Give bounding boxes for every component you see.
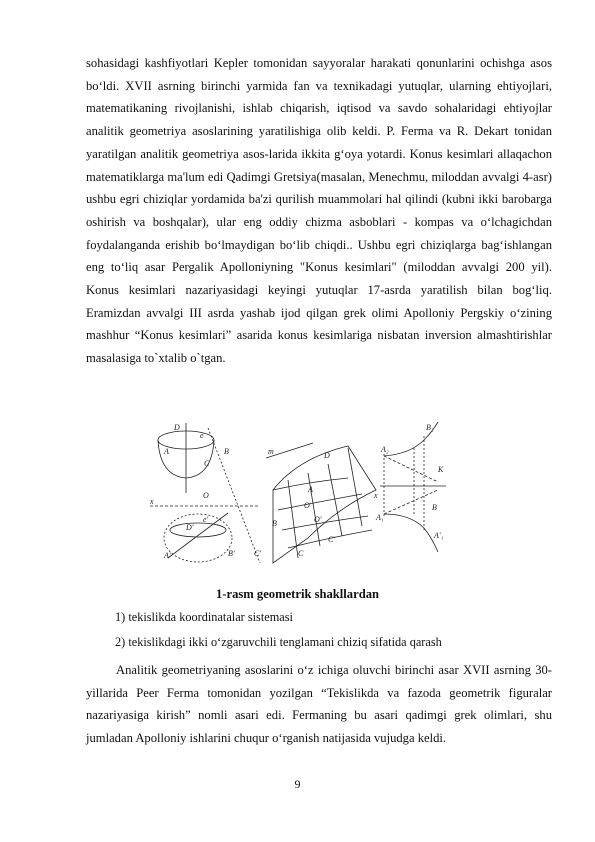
figure-label: A: [164, 447, 169, 456]
figure-label: x: [374, 491, 378, 500]
figure-label: B: [224, 447, 229, 456]
figure-label: x: [150, 497, 154, 506]
figure-label: C: [204, 459, 210, 468]
figure-label: e: [200, 431, 204, 440]
paragraph-intro: sohasidagi kashfiyotlari Kepler tomonidan sayyoralar harakati qonunlarini ochishga asos bo‘ldi. XVII asrning birinchi yarmida fan va texnikadagi yutuqlar, ularning ehtiyojlari, matematikaning rivojlanishi, ishlab chiqarish, iqtisod va savdo sohalaridagi ehtiyojlar analitik geometriya asoslarining yaratilishiga olib keldi. P. Ferma va R. Dekart tonidan yaratilgan analitik geometriya asos-larida ikkita g‘oya yotardi. Konus kesimlari allaqachon matematiklarga ma'lum edi Qadimgi Gretsiya(masalan, Menechmu, miloddan avvalgi 4-asr) ushbu egri chiziqlar yordamida ba'zi qurilish muammolari hal qilindi (kubni ikki barobarga oshirish va boshqalar), ular eng oddiy chizma asboblari - kompas va o‘lchagichdan foydalanganda erishib bo‘lmaydigan bo‘lib chiqdi.. Ushbu egri chiziqlarga bag‘ishlangan eng to‘liq asar Pergalik Apolloniyning "Konus kesimlari" (miloddan avvalgi 200 yil). Konus kesimlari nazariyasidagi keyingi yutuqlar 17-asrda yaratilish bilan bog‘liq. Eramizdan avvalgi III asrda yashab ijod qilgan grek olimi Apolloniy Pergskiy o‘zining mashhur “Konus kesimlari” asarida konus kesimlariga nisbatan inversion almashtirishlar masalasiga to`xtalib o`tgan.: [86, 56, 552, 366]
figure-label: A₁: [376, 513, 384, 522]
figure-label: C: [298, 549, 304, 558]
figure-label: K: [438, 465, 444, 474]
figure-label: O': [314, 515, 322, 524]
figure-label: B: [432, 503, 437, 512]
figure-label: C': [254, 549, 262, 558]
figure-label: A'₁: [434, 531, 444, 540]
figure-label: A': [164, 551, 171, 560]
figure-label: O: [304, 501, 310, 510]
figure-caption: 1-rasm geometrik shakllardan: [215, 587, 379, 601]
figure-label: B': [228, 549, 235, 558]
figure-left-labels: [149, 423, 261, 560]
figure-label: A₂: [381, 445, 389, 454]
page-number: 9: [294, 777, 301, 791]
figure-label: C': [328, 535, 336, 544]
label-left: D: [174, 423, 180, 432]
figure-middle: [266, 443, 376, 563]
figure-right-labels: [373, 423, 444, 540]
paragraph-fermat: [86, 659, 552, 750]
geometric-figures-illustration: [148, 418, 448, 570]
figure-label: e': [203, 515, 209, 524]
figure-label: O: [203, 491, 209, 500]
figure-label: D': [186, 523, 194, 532]
figure-label: B₂: [426, 423, 434, 432]
figure-label: D: [324, 451, 330, 460]
figure-label: m: [268, 447, 274, 456]
figure-label: A: [308, 485, 313, 494]
list-item-equation: 2) tekislikdagi ikki o‘zgaruvchili tenglamani chiziq sifatida qarash: [115, 635, 442, 649]
figure-label: B: [272, 519, 277, 528]
paragraph-fermat-text: Analitik geometriyaning asoslarini o‘z ichiga oluvchi birinchi asar XVII asrning 30-yillarida Peer Ferma tomonidan yozilgan “Tekislikda va fazoda geometrik figuralar nazariyasiga kirish” nomli asari edi. Fermaning bu asari qadimgi grek olimlari, shu jumladan Apolloniy ishlarini chuqur o‘rganish natijasida vujudga keldi.: [86, 663, 552, 746]
list-item-coordinates: 1) tekislikda koordinatalar sistemasi: [115, 610, 293, 624]
figure-middle-labels: [268, 447, 335, 558]
